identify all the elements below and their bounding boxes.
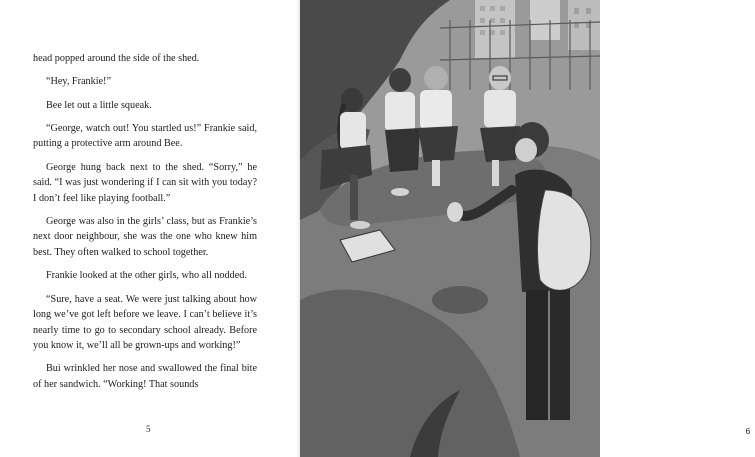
body-text (33, 51, 257, 400)
paragraph: head popped around the side of the shed. (33, 53, 200, 64)
left-page (0, 0, 300, 457)
paragraph: George was also in the girls’ class, but as Frankie’s next door neighbour, she was the one who knew him best. They often walked to school together. (33, 215, 257, 258)
paragraph: Bee let out a little squeak. (46, 99, 152, 111)
right-page (300, 0, 751, 457)
paragraph: George hung back next to the shed. “Sorry,” he said. “I was just wondering if I can sit with you today? I don’t feel like playing football.” (33, 161, 257, 204)
small-rock (432, 286, 488, 314)
paragraph: “George, watch out! You startled us!” Frankie said, putting a protective arm around Bee. (33, 122, 257, 150)
page-number-left: 5 (146, 424, 151, 434)
paragraph: Frankie looked at the other girls, who all nodded. (46, 270, 247, 282)
paragraph: “Sure, have a seat. We were just talking about how long we’ve got left before we leave. I can’t believe it’s nearly time to go to secondary school already. Before you know it, we’ll all be grown-ups and working!” (33, 293, 257, 352)
paragraph: Bui wrinkled her nose and swallowed the final bite of her sandwich. “Working! That sounds (33, 363, 257, 390)
page-number-right: 6 (741, 424, 755, 438)
paragraph: “Hey, Frankie!” (46, 76, 111, 88)
illustration (300, 0, 600, 457)
